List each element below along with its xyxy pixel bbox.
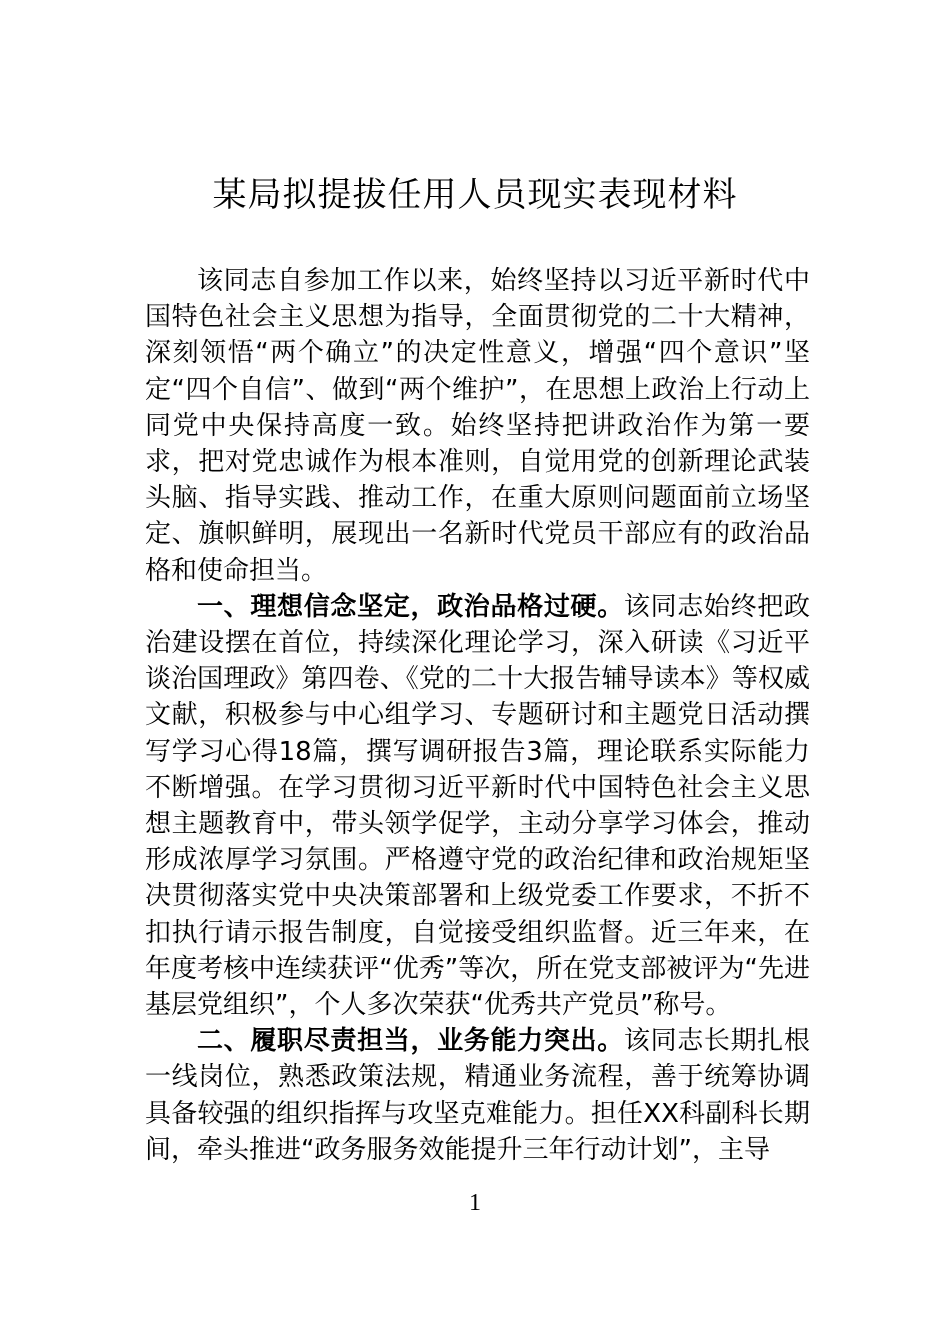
section-heading: 一、理想信念坚定，政治品格过硬。 <box>197 591 624 622</box>
paragraph-section-2 <box>145 1023 810 1168</box>
document-title: 某局拟提拔任用人员现实表现材料 <box>212 175 738 215</box>
paragraph-text: 该同志长期扎根一线岗位，熟悉政策法规，精通业务流程，善于统筹协调具备较强的组织指挥与攻坚克难能力。担任XX科副科长期间，牵头推进“政务服务效能提升三年行动计划”，主导 <box>145 1026 810 1165</box>
paragraph-section-1 <box>145 589 810 1023</box>
paragraph-text: 该同志自参加工作以来，始终坚持以习近平新时代中国特色社会主义思想为指导，全面贯彻党的二十大精神，深刻领悟“两个确立”的决定性意义，增强“四个意识”坚定“四个自信”、做到“两个维护”，在思想上政治上行动上同党中央保持高度一致。始终坚持把讲政治作为第一要求，把对党忠诚作为根本准则，自觉用党的创新理论武装头脑、指导实践、推动工作，在重大原则问题面前立场坚定、旗帜鲜明，展现出一名新时代党员干部应有的政治品格和使命担当。 <box>145 266 810 586</box>
paragraph-intro <box>145 263 810 589</box>
page-number: 1 <box>469 1190 481 1216</box>
section-heading: 二、履职尽责担当，业务能力突出。 <box>197 1026 624 1057</box>
document-body <box>145 263 810 1168</box>
paragraph-text: 该同志始终把政治建设摆在首位，持续深化理论学习，深入研读《习近平谈治国理政》第四卷、《党的二十大报告辅导读本》等权威文献，积极参与中心组学习、专题研讨和主题党日活动撰写学习心得18篇，撰写调研报告3篇，理论联系实际能力不断增强。在学习贯彻习近平新时代中国特色社会主义思想主题教育中，带头领学促学，主动分享学习体会，推动形成浓厚学习氛围。严格遵守党的政治纪律和政治规矩坚决贯彻落实党中央决策部署和上级党委工作要求，不折不扣执行请示报告制度，自觉接受组织监督。近三年来，在年度考核中连续获评“优秀”等次，所在党支部被评为“先进基层党组织”，个人多次荣获“优秀共产党员”称号。 <box>145 591 810 1021</box>
